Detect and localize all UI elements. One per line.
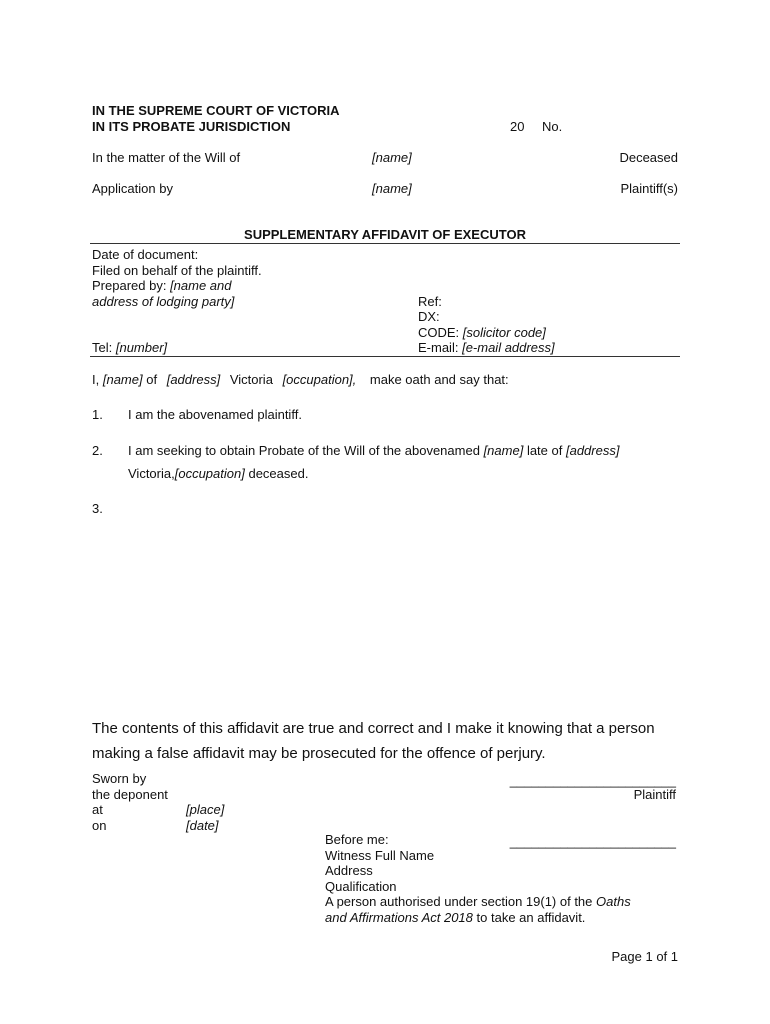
prepared-by-address: address of lodging party] (92, 294, 235, 309)
oath-name: [name] (102, 372, 143, 387)
witness-signature-line: _______________________ (509, 834, 676, 849)
oath-of: of (146, 372, 158, 387)
sworn-by-label: Sworn by (92, 771, 147, 786)
code (418, 325, 546, 341)
authorised-person-line-2 (325, 910, 585, 926)
tel-label: Tel: (92, 340, 113, 355)
paragraph-3-number: 3. (92, 501, 103, 516)
will-label: In the matter of the Will of (92, 150, 241, 165)
p2-deceased: deceased. (248, 466, 309, 481)
tel-value: [number] (115, 340, 168, 355)
case-year: 20 (510, 119, 525, 134)
deceased-name: [name] (372, 150, 412, 165)
paragraph-2-number: 2. (92, 443, 103, 458)
deponent-label: the deponent (92, 787, 168, 802)
oath-i: I, (92, 372, 100, 387)
place-value: [place] (186, 802, 225, 817)
authorised-text: A person authorised under section 19(1) of the (325, 894, 593, 909)
authorised-person-line-1 (325, 894, 631, 910)
act-name-part-2: and Affirmations Act 2018 (325, 910, 473, 925)
applicant-name: [name] (372, 181, 412, 196)
document-title: SUPPLEMENTARY AFFIDAVIT OF EXECUTOR (244, 227, 526, 242)
prepared-by-value: [name and (170, 278, 232, 293)
p2-text: I am seeking to obtain Probate of the Will of the abovenamed (128, 443, 480, 458)
tel (92, 340, 167, 356)
paragraph-2-line-2 (128, 466, 308, 482)
page-number: Page 1 of 1 (611, 949, 678, 964)
email-value: [e-mail address] (462, 340, 555, 355)
paragraph-1-text: I am the abovenamed plaintiff. (128, 407, 302, 422)
on-label: on (92, 818, 107, 833)
applicant-label: Application by (92, 181, 173, 196)
witness-address-label: Address (325, 863, 373, 878)
oath-address: [address] (166, 372, 221, 387)
case-number-label: No. (542, 119, 563, 134)
p2-address: [address] (565, 443, 620, 458)
plaintiff-signature-line: _______________________ (509, 773, 676, 788)
deceased-role: Deceased (619, 150, 678, 165)
act-name-part-1: Oaths (596, 894, 631, 909)
prepared-by (92, 278, 232, 294)
declaration-line-1: The contents of this affidavit are true and correct and I make it knowing that a person (92, 720, 655, 737)
code-value: [solicitor code] (462, 325, 546, 340)
oath-state: Victoria (229, 372, 273, 387)
oath-tail: make oath and say that: (369, 372, 509, 387)
prepared-by-label: Prepared by: (92, 278, 167, 293)
p2-late: late of (526, 443, 563, 458)
date-value: [date] (186, 818, 219, 833)
date-of-document-label: Date of document: (92, 247, 199, 262)
oath-line (92, 372, 509, 388)
authorised-tail: to take an affidavit. (476, 910, 586, 925)
email-label: E-mail: (418, 340, 459, 355)
p2-state: Victoria, (128, 466, 175, 481)
court-name: IN THE SUPREME COURT OF VICTORIA (92, 103, 340, 118)
p2-name: [name] (483, 443, 524, 458)
code-label: CODE: (418, 325, 460, 340)
dx-label: DX: (418, 309, 440, 324)
applicant-role: Plaintiff(s) (620, 181, 678, 196)
court-jurisdiction: IN ITS PROBATE JURISDICTION (92, 119, 291, 134)
before-me-label: Before me: (325, 832, 389, 847)
p2-occupation: [occupation] (174, 466, 245, 481)
at-label: at (92, 802, 103, 817)
paragraph-2-line-1 (128, 443, 619, 459)
email (418, 340, 555, 356)
oath-occupation: [occupation], (282, 372, 357, 387)
filed-on-behalf-label: Filed on behalf of the plaintiff. (92, 263, 262, 278)
ref-label: Ref: (418, 294, 442, 309)
witness-qualification-label: Qualification (325, 879, 397, 894)
declaration-line-2: making a false affidavit may be prosecuted for the offence of perjury. (92, 745, 546, 762)
plaintiff-signature-label: Plaintiff (633, 787, 676, 802)
title-rule (90, 243, 680, 244)
filing-rule (90, 356, 680, 357)
witness-full-name-label: Witness Full Name (325, 848, 435, 863)
paragraph-1-number: 1. (92, 407, 103, 422)
